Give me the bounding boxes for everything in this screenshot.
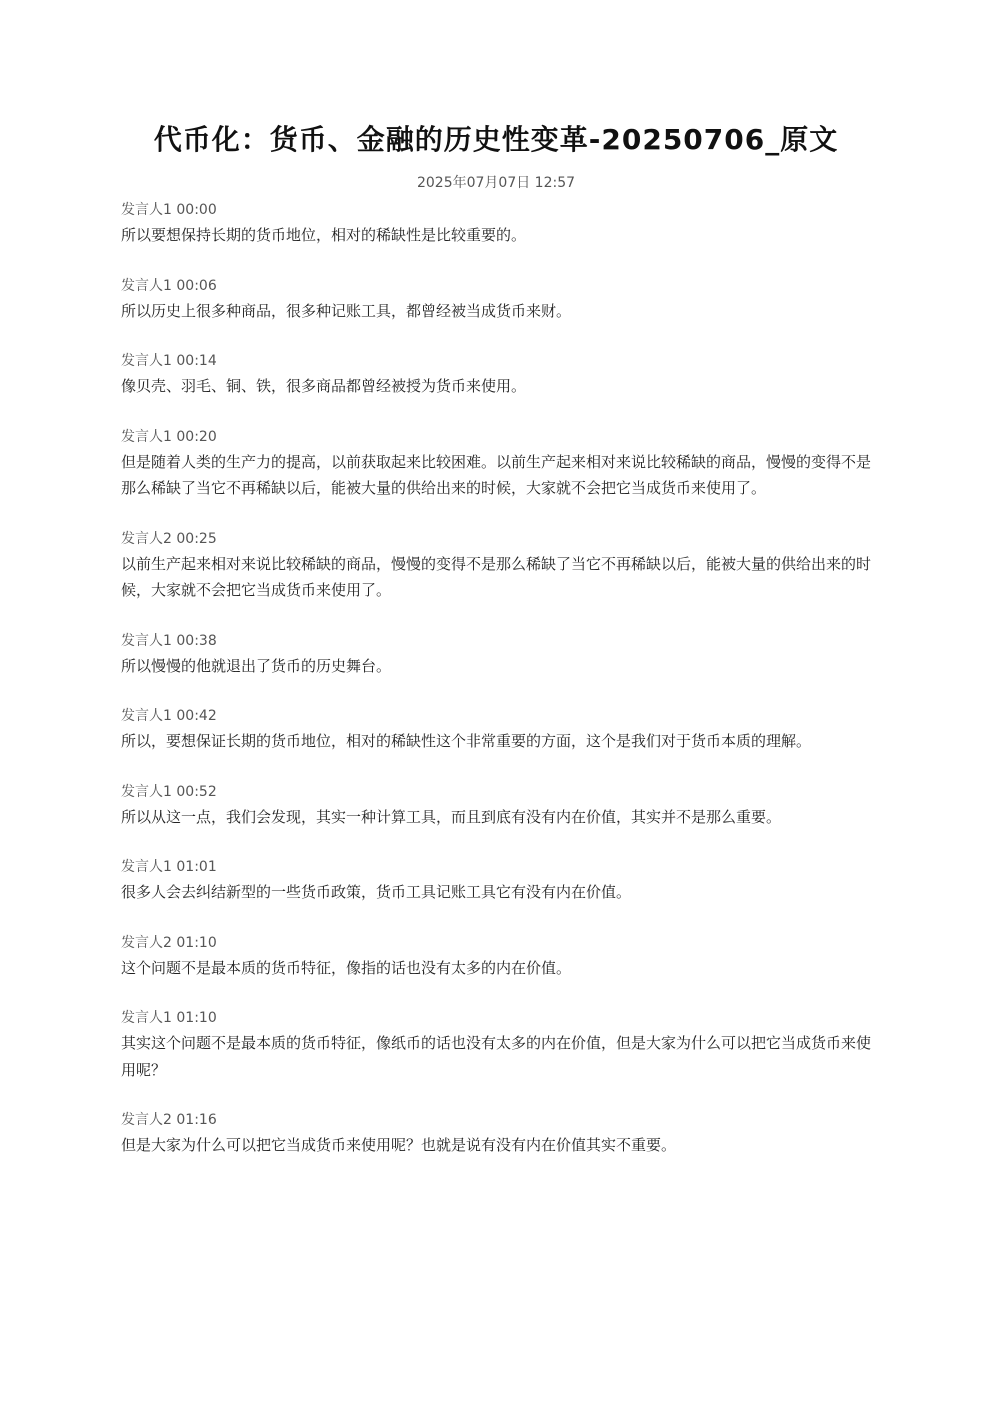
timestamp: 00:06 bbox=[176, 277, 217, 294]
speech-text: 所以，要想保证长期的货币地位，相对的稀缺性这个非常重要的方面，这个是我们对于货币本质的理解。 bbox=[121, 732, 812, 750]
speech-text: 这个问题不是最本质的货币特征，像指的话也没有太多的内在价值。 bbox=[121, 958, 572, 977]
timestamp: 00:25 bbox=[176, 530, 217, 547]
speaker-name: 发言人1 bbox=[121, 859, 172, 875]
speaker-name: 发言人1 bbox=[121, 277, 172, 294]
speaker-line bbox=[121, 630, 873, 652]
speech-text: 所以从这一点，我们会发现，其实一种计算工具，而且到底有没有内在价值，其实并不是那么重要。 bbox=[121, 807, 782, 826]
speaker-name: 发言人1 bbox=[121, 428, 172, 445]
speaker-name: 发言人2 bbox=[121, 1112, 172, 1128]
speaker-name: 发言人1 bbox=[121, 1010, 172, 1026]
speaker-line bbox=[121, 275, 873, 297]
speaker-line bbox=[121, 856, 873, 878]
speaker-name: 发言人2 bbox=[121, 530, 172, 547]
timestamp: 01:10 bbox=[176, 1010, 217, 1026]
timestamp: 00:14 bbox=[176, 353, 217, 369]
timestamp: 00:20 bbox=[176, 428, 217, 445]
transcript-entry bbox=[121, 781, 873, 831]
speaker-line bbox=[121, 932, 873, 954]
document-title: 代币化：货币、金融的历史性变革-20250706_原文 bbox=[153, 123, 839, 156]
transcript-entry bbox=[121, 1007, 873, 1083]
transcript-entry bbox=[121, 932, 873, 982]
transcript-entry bbox=[121, 199, 873, 249]
speaker-name: 发言人1 bbox=[121, 632, 172, 649]
timestamp: 01:01 bbox=[176, 859, 217, 875]
transcript-entry bbox=[121, 630, 873, 680]
speaker-name: 发言人1 bbox=[121, 353, 172, 369]
speaker-name: 发言人1 bbox=[121, 708, 172, 724]
speaker-name: 发言人1 bbox=[121, 783, 172, 800]
speaker-line bbox=[121, 528, 873, 550]
transcript-entry bbox=[121, 350, 873, 400]
timestamp: 00:00 bbox=[176, 202, 217, 218]
timestamp: 00:38 bbox=[176, 632, 217, 649]
speech-text: 很多人会去纠结新型的一些货币政策，货币工具记账工具它有没有内在价值。 bbox=[121, 883, 632, 901]
speaker-name: 发言人2 bbox=[121, 934, 172, 951]
speech-text: 所以历史上很多种商品，很多种记账工具，都曾经被当成货币来财。 bbox=[121, 301, 572, 320]
speech-text: 所以要想保持长期的货币地位，相对的稀缺性是比较重要的。 bbox=[121, 226, 527, 244]
speaker-line bbox=[121, 705, 873, 727]
speaker-name: 发言人1 bbox=[121, 202, 172, 218]
timestamp: 01:10 bbox=[176, 934, 217, 951]
speech-text: 所以慢慢的他就退出了货币的历史舞台。 bbox=[121, 656, 392, 675]
document-date: 2025年07月07日 12:57 bbox=[416, 175, 576, 191]
speaker-line bbox=[121, 199, 873, 221]
speech-text: 像贝壳、羽毛、铜、铁，很多商品都曾经被授为货币来使用。 bbox=[121, 377, 527, 395]
speaker-line bbox=[121, 1007, 873, 1029]
transcript-list bbox=[121, 199, 873, 1185]
speaker-line bbox=[121, 781, 873, 803]
speaker-line bbox=[121, 350, 873, 372]
transcript-entry bbox=[121, 426, 873, 502]
transcript-entry bbox=[121, 528, 873, 604]
transcript-entry bbox=[121, 705, 873, 755]
speech-text: 但是随着人类的生产力的提高，以前获取起来比较困难。以前生产起来相对来说比较稀缺的商品，慢慢的变得不是那么稀缺了当它不再稀缺以后，能被大量的供给出来的时候，大家就不会把它当成货币来使用了。 bbox=[121, 452, 872, 497]
transcript-entry bbox=[121, 856, 873, 906]
speaker-line bbox=[121, 1109, 873, 1131]
speech-text: 以前生产起来相对来说比较稀缺的商品，慢慢的变得不是那么稀缺了当它不再稀缺以后，能被大量的供给出来的时候，大家就不会把它当成货币来使用了。 bbox=[121, 554, 872, 599]
timestamp: 00:52 bbox=[176, 783, 217, 800]
speech-text: 但是大家为什么可以把它当成货币来使用呢？也就是说有没有内在价值其实不重要。 bbox=[121, 1136, 677, 1154]
transcript-entry bbox=[121, 1109, 873, 1159]
timestamp: 01:16 bbox=[176, 1112, 217, 1128]
timestamp: 00:42 bbox=[176, 708, 217, 724]
transcript-entry bbox=[121, 275, 873, 325]
speaker-line bbox=[121, 426, 873, 448]
speech-text: 其实这个问题不是最本质的货币特征，像纸币的话也没有太多的内在价值，但是大家为什么可以把它当成货币来使用呢？ bbox=[121, 1034, 872, 1079]
